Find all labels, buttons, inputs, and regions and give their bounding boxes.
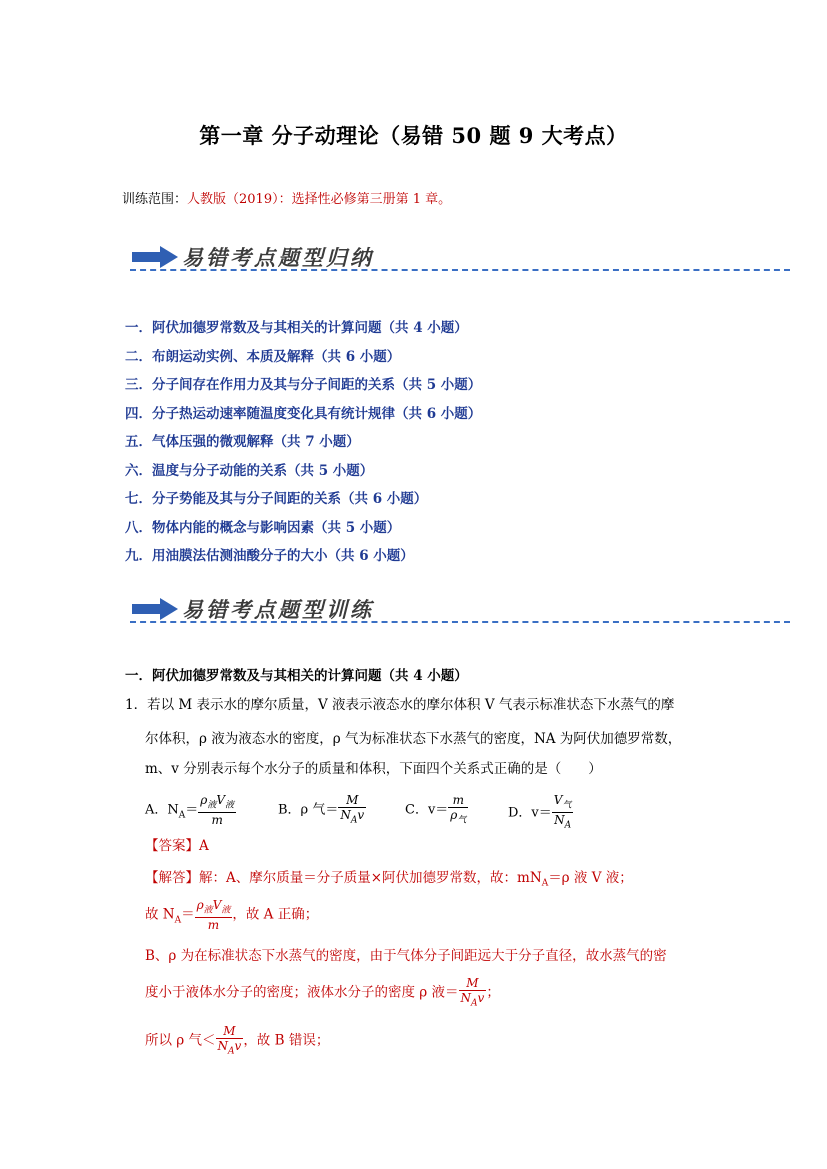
solution-line: 度小于液体水分子的密度；液体水分子的密度 ρ 液＝ $\frac{M}{N_Av}$ ； — [145, 976, 500, 1009]
answer-line: 【答案】A — [145, 838, 209, 854]
training-scope — [122, 188, 451, 207]
banner-practice-title: 易错考点题型训练 — [182, 597, 374, 622]
option-c: C．v＝ $\frac{m}{\rho_气}$ — [405, 793, 467, 826]
topic-item: 四．分子热运动速率随温度变化具有统计规律（共 6 小题） — [125, 405, 482, 422]
topic-item: 三．分子间存在作用力及其与分子间距的关系（共 5 小题） — [125, 377, 482, 393]
topic-item: 八．物体内能的概念与影响因素（共 5 小题） — [125, 519, 401, 536]
topic-item: 二．布朗运动实例、本质及解释（共 6 小题） — [125, 348, 401, 365]
section-banner-summary — [130, 238, 790, 278]
dashed-divider — [130, 621, 790, 623]
topic-item: 一．阿伏加德罗常数及与其相关的计算问题（共 4 小题） — [125, 320, 468, 336]
topic-item: 七．分子势能及其与分子间距的关系（共 6 小题） — [125, 491, 428, 507]
solution-line: 故 $N_A=$ $\frac{\rho_液V_液}{m}$ ，故 A 正确； — [145, 898, 319, 933]
scope-label: 训练范围： — [122, 192, 188, 207]
solution-line: B、ρ 为在标准状态下水蒸气的密度，由于气体分子间距远大于分子直径，故水蒸气的密 — [145, 948, 667, 964]
arrow-right-icon — [132, 598, 178, 620]
page-title: 第一章 分子动理论（易错 50 题 9 大考点） — [199, 123, 628, 148]
topic-item: 六．温度与分子动能的关系（共 5 小题） — [125, 462, 374, 479]
question-line: 1．若以 M 表示水的摩尔质量，V 液表示液态水的摩尔体积 V 气表示标准状态下水蒸气的摩 — [125, 697, 675, 713]
scope-value: 人教版（2019）：选择性必修第三册第 1 章。 — [187, 192, 452, 207]
solution-line: 【解答】解：A、摩尔质量＝分子质量×阿伏加德罗常数，故：$mN_A=\rho$ 液 V 液； — [145, 870, 633, 889]
banner-summary-title: 易错考点题型归纳 — [182, 245, 374, 270]
topic-list — [125, 318, 481, 575]
topic-item: 九．用油膜法估测油酸分子的大小（共 6 小题） — [125, 548, 414, 564]
option-a: A．$N_A=$ $\frac{\rho_液V_液}{m}$ — [145, 793, 235, 828]
arrow-right-icon — [132, 246, 178, 268]
option-d: D．v＝ $\frac{V_气}{N_A}$ — [508, 793, 572, 831]
dashed-divider — [130, 269, 790, 271]
question-line: m、v 分别表示每个水分子的质量和体积，下面四个关系式正确的是（ ） — [145, 761, 602, 777]
section-banner-practice — [130, 590, 790, 630]
question-line: 尔体积，ρ 液为液态水的密度，ρ 气为标准状态下水蒸气的密度，NA 为阿伏加德罗常数， — [145, 731, 682, 747]
topic-item: 五．气体压强的微观解释（共 7 小题） — [125, 434, 360, 450]
section-heading: 一．阿伏加德罗常数及与其相关的计算问题（共 4 小题） — [125, 668, 468, 684]
option-b: B．ρ 气＝ $\frac{M}{N_Av}$ — [278, 793, 365, 826]
solution-line: 所以 ρ 气＜ $\frac{M}{N_Av}$ ，故 B 错误； — [145, 1024, 330, 1057]
